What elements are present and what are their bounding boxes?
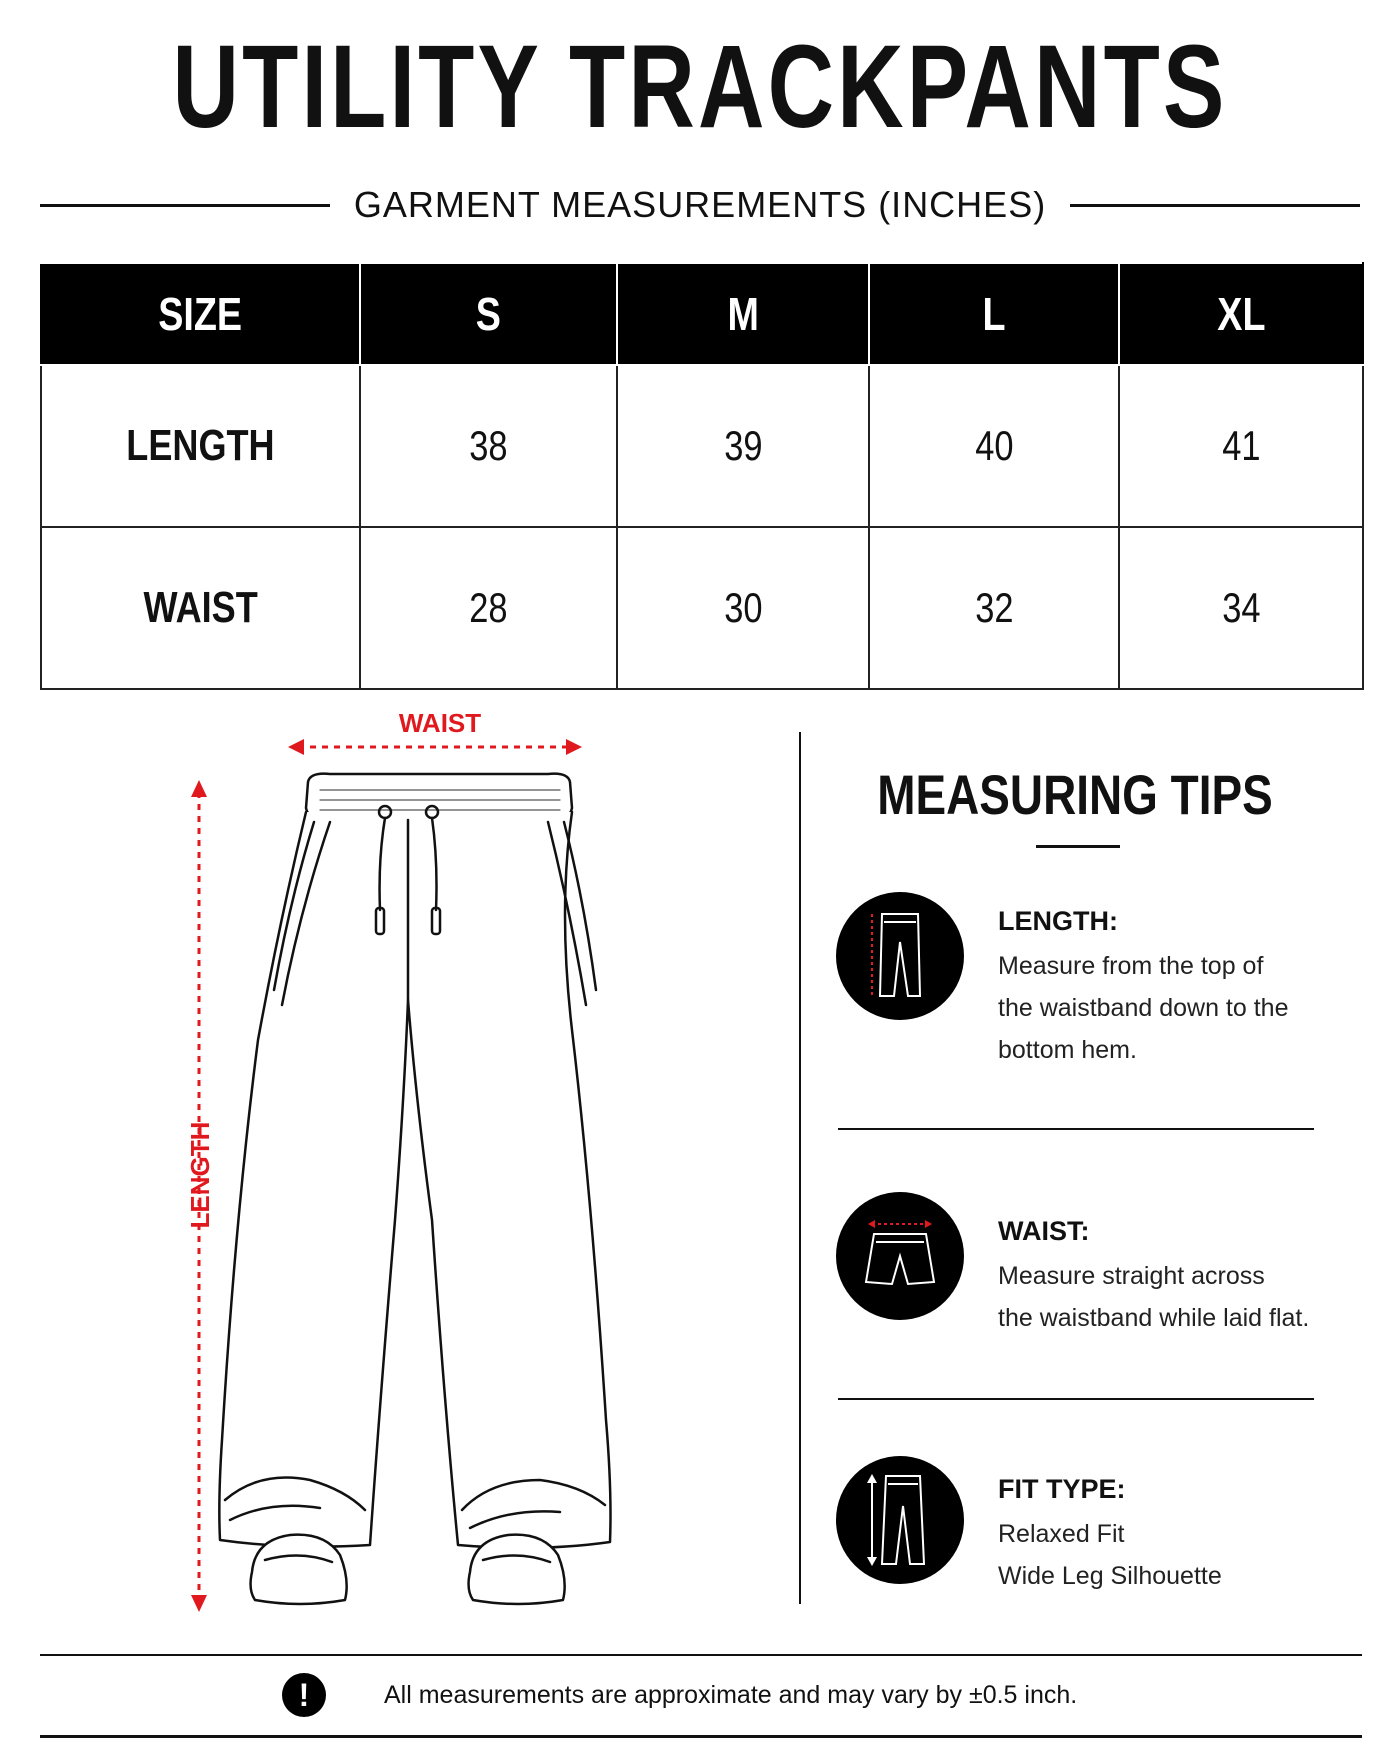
row-label-length: LENGTH	[41, 365, 360, 527]
column-header-m: M	[617, 263, 869, 365]
tip-body: Measure straight across the waistband while laid flat.	[998, 1262, 1310, 1332]
tips-title: MEASURING TIPS	[877, 763, 1273, 826]
section-divider	[799, 732, 801, 1604]
tip-waist-text	[998, 1216, 1328, 1339]
tips-title-underline	[1036, 845, 1120, 848]
table-row	[41, 365, 1363, 527]
tip-body: Relaxed Fit Wide Leg Silhouette	[998, 1520, 1222, 1590]
table-cell: 41	[1119, 365, 1363, 527]
tip-body: Measure from the top of the waistband down to the bottom hem.	[998, 952, 1289, 1064]
waist-arrow	[288, 739, 582, 755]
length-arrow	[191, 780, 207, 1612]
waist-measure-label: WAIST	[398, 708, 482, 738]
tip-separator	[838, 1398, 1314, 1400]
tip-heading: WAIST:	[998, 1216, 1090, 1246]
table-cell: 34	[1119, 527, 1363, 689]
table-cell: 28	[360, 527, 617, 689]
subtitle-row	[40, 185, 1360, 225]
column-header-s: S	[360, 263, 617, 365]
table-header-row	[41, 263, 1363, 365]
exclamation-icon: !	[282, 1673, 326, 1717]
footer-rule-top	[40, 1654, 1362, 1656]
row-label-waist: WAIST	[41, 527, 360, 689]
pants-illustration	[140, 700, 680, 1640]
size-chart-table	[40, 262, 1364, 690]
subtitle-rule-right	[1070, 204, 1360, 207]
footer-rule-bottom	[40, 1735, 1362, 1738]
pants-length-icon	[836, 892, 964, 1020]
tip-separator	[838, 1128, 1314, 1130]
page-title: UTILITY TRACKPANTS	[172, 21, 1228, 153]
tip-fit-type-text	[998, 1474, 1328, 1597]
column-header-size: SIZE	[41, 263, 360, 365]
table-cell: 32	[869, 527, 1119, 689]
tip-heading: FIT TYPE:	[998, 1474, 1126, 1504]
tip-waist	[836, 1192, 1316, 1332]
column-header-l: L	[869, 263, 1119, 365]
length-measure-label: LENGTH	[185, 1121, 215, 1229]
page-subtitle: GARMENT MEASUREMENTS (INCHES)	[353, 184, 1047, 225]
pants-fit-icon	[836, 1456, 964, 1584]
table-row	[41, 527, 1363, 689]
table-cell: 30	[617, 527, 869, 689]
footer-disclaimer: All measurements are approximate and may vary by ±0.5 inch.	[384, 1681, 1078, 1709]
table-cell: 38	[360, 365, 617, 527]
shorts-waist-icon	[836, 1192, 964, 1320]
table-cell: 39	[617, 365, 869, 527]
pants-diagram	[140, 700, 680, 1640]
tip-length	[836, 892, 1316, 1062]
tip-fit-type	[836, 1456, 1316, 1596]
tip-length-text	[998, 906, 1328, 1071]
tip-heading: LENGTH:	[998, 906, 1118, 936]
subtitle-rule-left	[40, 204, 330, 207]
table-cell: 40	[869, 365, 1119, 527]
column-header-xl: XL	[1119, 263, 1363, 365]
